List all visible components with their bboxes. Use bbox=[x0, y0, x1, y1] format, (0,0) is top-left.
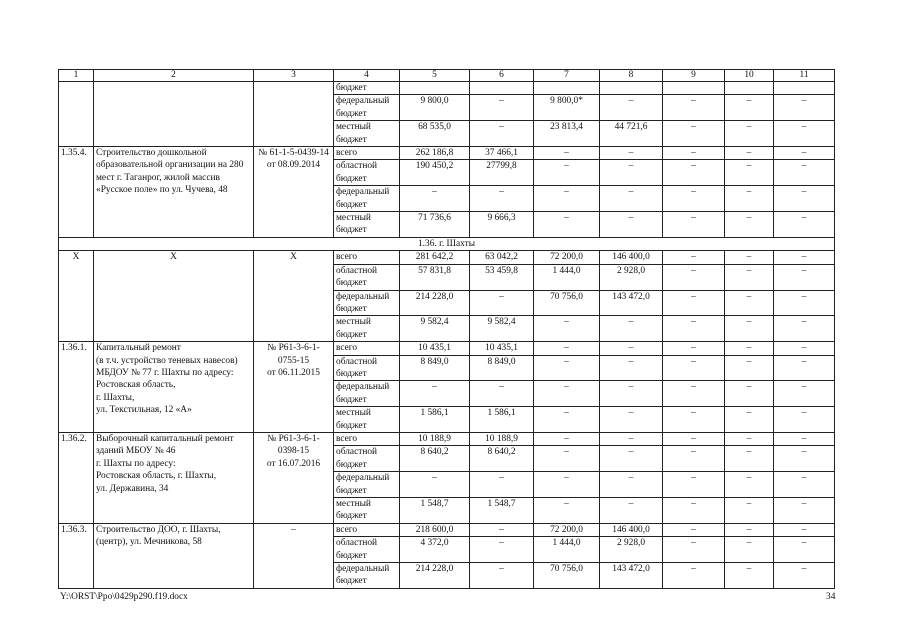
amount-cell: 146 400,0 bbox=[600, 523, 663, 536]
amount-cell: – bbox=[534, 316, 600, 342]
amount-cell: – bbox=[534, 160, 600, 186]
amount-cell: – bbox=[600, 186, 663, 212]
amount-cell: – bbox=[470, 563, 534, 589]
empty-cell bbox=[94, 82, 254, 147]
amount-cell: – bbox=[663, 251, 725, 264]
amount-cell: – bbox=[725, 95, 774, 121]
amount-cell: – bbox=[774, 523, 835, 536]
amount-cell: – bbox=[663, 342, 725, 355]
amount-cell: – bbox=[774, 342, 835, 355]
budget-type-cell: областной бюджет bbox=[334, 446, 400, 472]
amount-cell: – bbox=[400, 381, 470, 407]
amount-cell: 70 756,0 bbox=[534, 290, 600, 316]
object-name-cell: Х bbox=[94, 251, 254, 342]
amount-cell: 1 444,0 bbox=[534, 264, 600, 290]
amount-cell: – bbox=[663, 95, 725, 121]
amount-cell: – bbox=[534, 212, 600, 238]
table-row bbox=[59, 251, 835, 264]
amount-cell: 27799,8 bbox=[470, 160, 534, 186]
amount-cell: – bbox=[663, 407, 725, 433]
amount-cell: 2 928,0 bbox=[600, 264, 663, 290]
amount-cell: – bbox=[600, 446, 663, 472]
amount-cell bbox=[470, 82, 534, 95]
document-cell: – bbox=[254, 523, 334, 588]
item-number-cell: 1.36.1. bbox=[59, 342, 94, 433]
document-cell: № Р61-3-6-1- 0398-15 от 16.07.2016 bbox=[254, 432, 334, 523]
empty-cell bbox=[59, 82, 94, 147]
amount-cell: – bbox=[600, 95, 663, 121]
amount-cell: – bbox=[663, 498, 725, 524]
budget-type-cell: местный бюджет bbox=[334, 212, 400, 238]
amount-cell: 1 444,0 bbox=[534, 537, 600, 563]
amount-cell: – bbox=[725, 523, 774, 536]
section-title-row bbox=[59, 237, 835, 250]
column-number-cell: 2 bbox=[94, 70, 254, 82]
amount-cell: – bbox=[534, 381, 600, 407]
amount-cell: – bbox=[725, 537, 774, 563]
amount-cell: – bbox=[534, 186, 600, 212]
amount-cell: 10 188,9 bbox=[470, 432, 534, 445]
amount-cell: 1 586,1 bbox=[470, 407, 534, 433]
amount-cell: 281 642,2 bbox=[400, 251, 470, 264]
amount-cell: – bbox=[470, 472, 534, 498]
column-number-cell: 10 bbox=[725, 70, 774, 82]
amount-cell: – bbox=[774, 355, 835, 381]
item-number-cell: 1.36.3. bbox=[59, 523, 94, 588]
amount-cell: – bbox=[774, 160, 835, 186]
budget-type-cell: местный бюджет bbox=[334, 407, 400, 433]
amount-cell: 44 721,6 bbox=[600, 121, 663, 147]
item-number-cell: Х bbox=[59, 251, 94, 342]
budget-type-cell: федеральный бюджет bbox=[334, 186, 400, 212]
amount-cell: – bbox=[725, 446, 774, 472]
amount-cell bbox=[534, 82, 600, 95]
section-title: 1.36. г. Шахты bbox=[59, 237, 835, 250]
amount-cell: – bbox=[774, 290, 835, 316]
column-number-cell: 1 bbox=[59, 70, 94, 82]
amount-cell: – bbox=[725, 290, 774, 316]
amount-cell: – bbox=[600, 342, 663, 355]
amount-cell: 10 435,1 bbox=[400, 342, 470, 355]
amount-cell: – bbox=[663, 537, 725, 563]
amount-cell: – bbox=[470, 537, 534, 563]
amount-cell: – bbox=[774, 537, 835, 563]
footer-file-path: Y:\ORST\Ppo\0429p290.f19.docx bbox=[60, 592, 188, 602]
budget-type-cell: федеральный бюджет bbox=[334, 95, 400, 121]
table-row bbox=[59, 342, 835, 355]
budget-type-cell: областной бюджет bbox=[334, 355, 400, 381]
budget-type-cell: всего bbox=[334, 342, 400, 355]
amount-cell: – bbox=[534, 446, 600, 472]
amount-cell: 2 928,0 bbox=[600, 537, 663, 563]
amount-cell: 10 188,9 bbox=[400, 432, 470, 445]
amount-cell: – bbox=[600, 147, 663, 160]
amount-cell: 146 400,0 bbox=[600, 251, 663, 264]
amount-cell: 9 666,3 bbox=[470, 212, 534, 238]
budget-type-cell: местный бюджет bbox=[334, 121, 400, 147]
amount-cell: – bbox=[663, 290, 725, 316]
document-cell: № 61-1-5-0439-14 от 08.09.2014 bbox=[254, 147, 334, 238]
column-number-cell: 5 bbox=[400, 70, 470, 82]
amount-cell: – bbox=[663, 523, 725, 536]
amount-cell: – bbox=[725, 212, 774, 238]
amount-cell: – bbox=[663, 355, 725, 381]
amount-cell: 71 736,6 bbox=[400, 212, 470, 238]
amount-cell: – bbox=[470, 95, 534, 121]
amount-cell: 8 640,2 bbox=[400, 446, 470, 472]
amount-cell: – bbox=[725, 160, 774, 186]
amount-cell: 9 582,4 bbox=[470, 316, 534, 342]
amount-cell bbox=[600, 82, 663, 95]
amount-cell bbox=[400, 82, 470, 95]
column-number-row bbox=[59, 70, 835, 82]
amount-cell: 10 435,1 bbox=[470, 342, 534, 355]
amount-cell: – bbox=[774, 95, 835, 121]
amount-cell: 1 548,7 bbox=[470, 498, 534, 524]
table-row bbox=[59, 523, 835, 536]
amount-cell: – bbox=[600, 381, 663, 407]
amount-cell: – bbox=[534, 432, 600, 445]
amount-cell: 1 548,7 bbox=[400, 498, 470, 524]
budget-type-cell: областной бюджет bbox=[334, 537, 400, 563]
amount-cell: – bbox=[663, 472, 725, 498]
object-name-cell: Капитальный ремонт (в т.ч. устройство теневых навесов) МБДОУ № 77 г. Шахты по адресу: Ростовская область, г. Шахты, ул. Текстильная, 12 «А» bbox=[94, 342, 254, 433]
amount-cell: – bbox=[725, 563, 774, 589]
amount-cell: 218 600,0 bbox=[400, 523, 470, 536]
amount-cell: – bbox=[663, 432, 725, 445]
budget-type-cell: всего bbox=[334, 251, 400, 264]
amount-cell: 143 472,0 bbox=[600, 290, 663, 316]
amount-cell: – bbox=[470, 121, 534, 147]
item-number-cell: 1.36.2. bbox=[59, 432, 94, 523]
amount-cell: – bbox=[774, 446, 835, 472]
column-number-cell: 3 bbox=[254, 70, 334, 82]
amount-cell: – bbox=[725, 498, 774, 524]
amount-cell: 262 186,8 bbox=[400, 147, 470, 160]
amount-cell: 9 582,4 bbox=[400, 316, 470, 342]
amount-cell: 143 472,0 bbox=[600, 563, 663, 589]
amount-cell: 1 586,1 bbox=[400, 407, 470, 433]
column-number-cell: 11 bbox=[774, 70, 835, 82]
amount-cell: – bbox=[663, 381, 725, 407]
amount-cell: – bbox=[663, 446, 725, 472]
amount-cell: – bbox=[725, 472, 774, 498]
amount-cell: – bbox=[774, 432, 835, 445]
amount-cell: – bbox=[663, 186, 725, 212]
budget-type-cell: областной бюджет bbox=[334, 160, 400, 186]
amount-cell: – bbox=[663, 316, 725, 342]
amount-cell: – bbox=[470, 186, 534, 212]
amount-cell: – bbox=[725, 381, 774, 407]
amount-cell: – bbox=[534, 355, 600, 381]
amount-cell: – bbox=[725, 355, 774, 381]
amount-cell: – bbox=[725, 251, 774, 264]
column-number-cell: 8 bbox=[600, 70, 663, 82]
item-number-cell: 1.35.4. bbox=[59, 147, 94, 238]
amount-cell: 4 372,0 bbox=[400, 537, 470, 563]
amount-cell: – bbox=[774, 147, 835, 160]
amount-cell: – bbox=[774, 212, 835, 238]
amount-cell: 8 640,2 bbox=[470, 446, 534, 472]
amount-cell: 23 813,4 bbox=[534, 121, 600, 147]
amount-cell: – bbox=[470, 523, 534, 536]
budget-type-cell: всего bbox=[334, 147, 400, 160]
object-name-cell: Выборочный капитальный ремонт зданий МБОУ № 46 г. Шахты по адресу: Ростовская область, г. Шахты, ул. Державина, 34 bbox=[94, 432, 254, 523]
budget-type-cell: федеральный бюджет bbox=[334, 472, 400, 498]
amount-cell: – bbox=[774, 121, 835, 147]
amount-cell bbox=[725, 82, 774, 95]
amount-cell: – bbox=[725, 342, 774, 355]
budget-table bbox=[58, 69, 835, 589]
column-number-cell: 7 bbox=[534, 70, 600, 82]
amount-cell bbox=[663, 82, 725, 95]
amount-cell: – bbox=[663, 147, 725, 160]
amount-cell: 9 800,0 bbox=[400, 95, 470, 121]
amount-cell: 72 200,0 bbox=[534, 251, 600, 264]
empty-cell bbox=[254, 82, 334, 147]
amount-cell: – bbox=[725, 407, 774, 433]
amount-cell: – bbox=[774, 472, 835, 498]
amount-cell: – bbox=[400, 186, 470, 212]
amount-cell: – bbox=[725, 316, 774, 342]
amount-cell: 63 042,2 bbox=[470, 251, 534, 264]
amount-cell: 214 228,0 bbox=[400, 563, 470, 589]
amount-cell: – bbox=[534, 407, 600, 433]
amount-cell: 70 756,0 bbox=[534, 563, 600, 589]
amount-cell: – bbox=[774, 186, 835, 212]
amount-cell: – bbox=[534, 498, 600, 524]
amount-cell: – bbox=[600, 432, 663, 445]
amount-cell: 57 831,8 bbox=[400, 264, 470, 290]
object-name-cell: Строительство ДОО, г. Шахты, (центр), ул. Мечникова, 58 bbox=[94, 523, 254, 588]
amount-cell: – bbox=[663, 212, 725, 238]
budget-type-cell: федеральный бюджет bbox=[334, 563, 400, 589]
amount-cell: – bbox=[725, 264, 774, 290]
document-cell: № Р61-3-6-1- 0755-15 от 06.11.2015 bbox=[254, 342, 334, 433]
amount-cell: – bbox=[774, 251, 835, 264]
amount-cell: – bbox=[725, 121, 774, 147]
object-name-cell: Строительство дошкольной образовательной организации на 280 мест г. Таганрог, жилой массив «Русское поле» по ул. Чучева, 48 bbox=[94, 147, 254, 238]
amount-cell: – bbox=[663, 264, 725, 290]
amount-cell: 8 849,0 bbox=[470, 355, 534, 381]
amount-cell: 8 849,0 bbox=[400, 355, 470, 381]
budget-type-cell: бюджет bbox=[334, 82, 400, 95]
amount-cell: – bbox=[600, 160, 663, 186]
amount-cell: – bbox=[534, 147, 600, 160]
amount-cell: – bbox=[725, 186, 774, 212]
amount-cell bbox=[774, 82, 835, 95]
amount-cell: – bbox=[774, 407, 835, 433]
column-number-cell: 6 bbox=[470, 70, 534, 82]
budget-type-cell: всего bbox=[334, 432, 400, 445]
amount-cell: 53 459,8 bbox=[470, 264, 534, 290]
amount-cell: – bbox=[663, 121, 725, 147]
amount-cell: 214 228,0 bbox=[400, 290, 470, 316]
amount-cell: – bbox=[534, 342, 600, 355]
page-number: 34 bbox=[826, 592, 836, 602]
amount-cell: 9 800,0* bbox=[534, 95, 600, 121]
amount-cell: – bbox=[534, 472, 600, 498]
table-row bbox=[59, 82, 835, 95]
amount-cell: – bbox=[725, 432, 774, 445]
amount-cell: – bbox=[470, 290, 534, 316]
amount-cell: – bbox=[663, 563, 725, 589]
amount-cell: – bbox=[600, 407, 663, 433]
amount-cell: – bbox=[400, 472, 470, 498]
column-number-cell: 9 bbox=[663, 70, 725, 82]
amount-cell: – bbox=[470, 381, 534, 407]
amount-cell: 72 200,0 bbox=[534, 523, 600, 536]
amount-cell: – bbox=[725, 147, 774, 160]
budget-type-cell: местный бюджет bbox=[334, 498, 400, 524]
amount-cell: – bbox=[600, 212, 663, 238]
amount-cell: – bbox=[774, 498, 835, 524]
column-number-cell: 4 bbox=[334, 70, 400, 82]
budget-type-cell: местный бюджет bbox=[334, 316, 400, 342]
amount-cell: 37 466,1 bbox=[470, 147, 534, 160]
budget-type-cell: федеральный бюджет bbox=[334, 381, 400, 407]
amount-cell: – bbox=[663, 160, 725, 186]
amount-cell: – bbox=[600, 498, 663, 524]
amount-cell: – bbox=[774, 563, 835, 589]
document-cell: Х bbox=[254, 251, 334, 342]
budget-type-cell: областной бюджет bbox=[334, 264, 400, 290]
amount-cell: – bbox=[600, 355, 663, 381]
table-row bbox=[59, 147, 835, 160]
amount-cell: 190 450,2 bbox=[400, 160, 470, 186]
amount-cell: – bbox=[774, 264, 835, 290]
budget-type-cell: федеральный бюджет bbox=[334, 290, 400, 316]
amount-cell: – bbox=[600, 316, 663, 342]
amount-cell: – bbox=[600, 472, 663, 498]
table-row bbox=[59, 432, 835, 445]
amount-cell: 68 535,0 bbox=[400, 121, 470, 147]
amount-cell: – bbox=[774, 381, 835, 407]
amount-cell: – bbox=[774, 316, 835, 342]
budget-type-cell: всего bbox=[334, 523, 400, 536]
